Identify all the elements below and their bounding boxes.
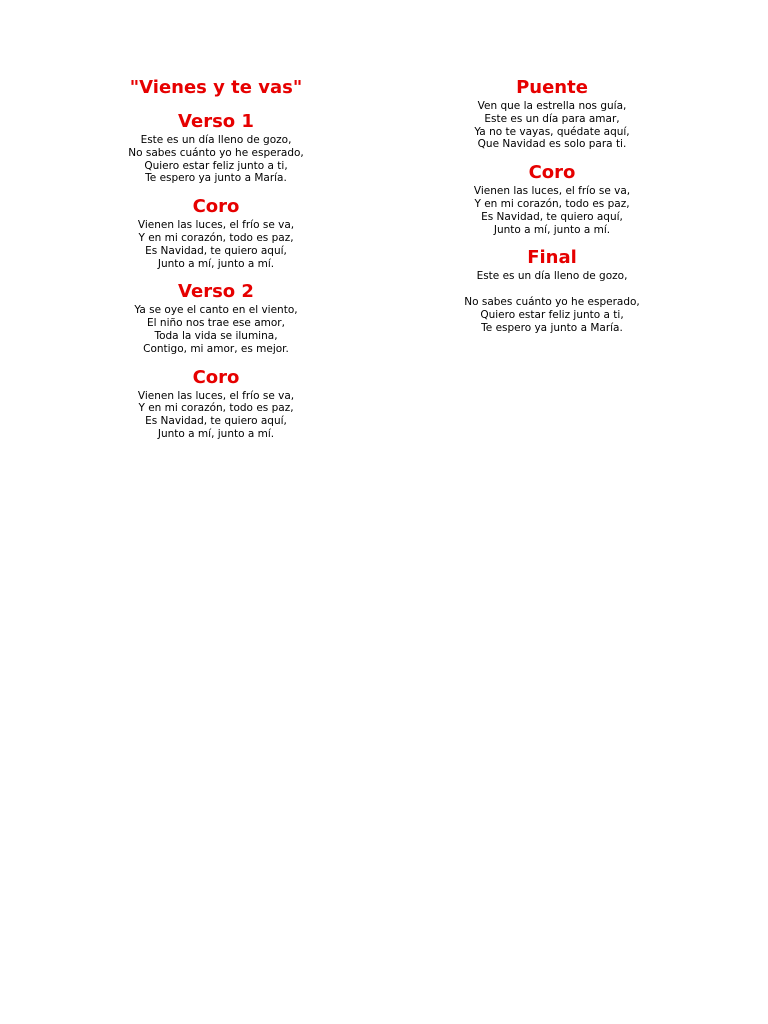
lyric-line: Y en mi corazón, todo es paz,	[138, 402, 294, 415]
song-title: "Vienes y te vas"	[129, 77, 303, 98]
lyric-line: Y en mi corazón, todo es paz,	[474, 197, 630, 210]
lyric-line: Es Navidad, te quiero aquí,	[145, 244, 287, 257]
section-heading: Verso 1	[178, 111, 254, 132]
right-sections	[402, 76, 702, 334]
lyric-line: Junto a mí, junto a mí.	[493, 223, 611, 236]
lyric-line: Te espero ya junto a María.	[481, 321, 623, 334]
lyric-line: Vienen las luces, el frío se va,	[137, 219, 295, 232]
lyric-line: Junto a mí, junto a mí.	[157, 427, 275, 440]
lyric-section-coro	[66, 195, 366, 270]
section-heading: Final	[527, 247, 577, 269]
lyric-section-puente	[402, 76, 702, 151]
lyric-line: Contigo, mi amor, es mejor.	[143, 342, 289, 355]
lyric-section-verso-1	[66, 110, 366, 185]
section-heading: Coro	[192, 366, 240, 388]
lyric-line: Ya se oye el canto en el viento,	[134, 304, 298, 317]
lyric-line: Este es un día para amar,	[484, 112, 620, 125]
lyric-line: Junto a mí, junto a mí.	[157, 257, 275, 270]
lyric-line: Quiero estar feliz junto a ti,	[144, 159, 288, 172]
lyric-line: Es Navidad, te quiero aquí,	[481, 210, 623, 223]
lyric-line: No sabes cuánto yo he esperado,	[464, 295, 640, 308]
lyric-line: Quiero estar feliz junto a ti,	[480, 308, 624, 321]
right-column	[402, 76, 702, 344]
lyric-section-coro	[66, 366, 366, 441]
lyric-line: El niño nos trae ese amor,	[147, 317, 285, 330]
lyric-line: Este es un día lleno de gozo,	[140, 134, 292, 146]
section-lyrics	[66, 219, 366, 270]
left-column	[66, 76, 366, 451]
section-lyrics	[66, 390, 366, 441]
section-lyrics	[402, 270, 702, 334]
section-heading: Coro	[192, 196, 240, 218]
lyric-line: Te espero ya junto a María.	[145, 172, 287, 185]
lyric-line: Vienen las luces, el frío se va,	[137, 389, 295, 402]
lyric-line: Que Navidad es solo para ti.	[477, 138, 627, 151]
lyric-line: Vienen las luces, el frío se va,	[473, 185, 631, 198]
lyric-line: Y en mi corazón, todo es paz,	[138, 231, 294, 244]
section-lyrics	[402, 185, 702, 236]
section-lyrics	[402, 100, 702, 151]
lyric-section-coro	[402, 161, 702, 236]
lyric-line: Este es un día lleno de gozo,	[476, 270, 628, 283]
section-heading: Puente	[516, 77, 588, 98]
left-sections	[66, 110, 366, 441]
lyric-line: Es Navidad, te quiero aquí,	[145, 415, 287, 428]
lyric-section-final	[402, 246, 702, 334]
lyric-line: Ya no te vayas, quédate aquí,	[474, 125, 630, 138]
lyric-line: Ven que la estrella nos guía,	[477, 100, 627, 112]
lyric-section-verso-2	[66, 280, 366, 355]
lyric-line: Toda la vida se ilumina,	[154, 329, 278, 342]
lyric-line	[402, 283, 702, 296]
section-lyrics	[66, 304, 366, 355]
lyric-line: No sabes cuánto yo he esperado,	[128, 146, 304, 159]
section-lyrics	[66, 134, 366, 185]
section-heading: Verso 2	[178, 281, 254, 303]
section-heading: Coro	[528, 162, 576, 184]
